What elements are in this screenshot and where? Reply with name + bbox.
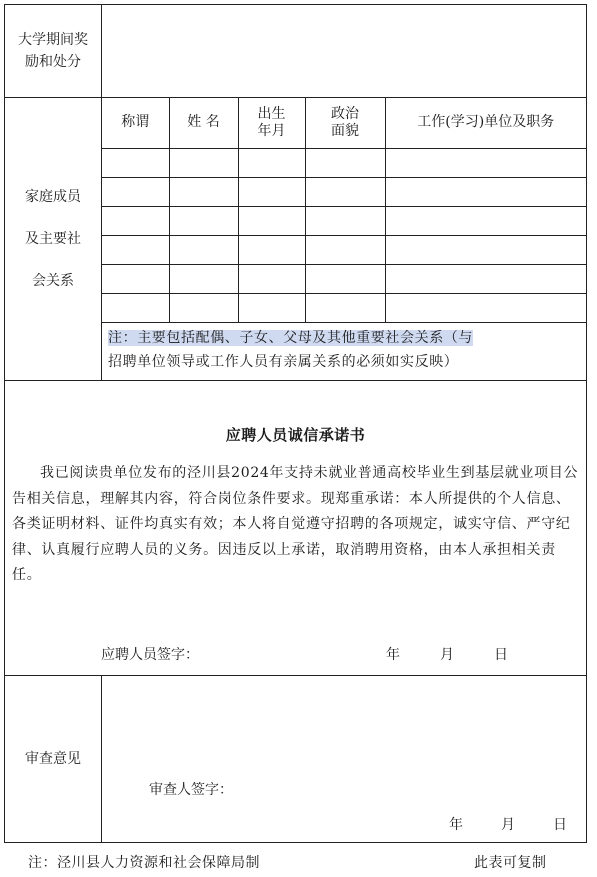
review-date-month: 月 <box>501 817 515 833</box>
footer-note: 注：泾川县人力资源和社会保障局制 <box>28 855 260 871</box>
review-date-year: 年 <box>449 817 463 833</box>
family-area <box>102 98 586 380</box>
family-table-cell[interactable] <box>385 206 586 235</box>
family-table-cell[interactable] <box>102 264 169 293</box>
family-table <box>102 98 586 323</box>
application-form <box>4 4 587 843</box>
family-table-cell[interactable] <box>305 177 385 206</box>
family-label <box>5 98 102 380</box>
review-row <box>5 676 586 842</box>
family-table-cell[interactable] <box>169 235 238 264</box>
column-header-political: 政治 面貌 <box>305 98 385 148</box>
column-header-relation: 称谓 <box>102 98 169 148</box>
family-table-cell[interactable] <box>238 177 305 206</box>
column-header-birth: 出生 年月 <box>238 98 305 148</box>
family-table-cell[interactable] <box>385 293 586 322</box>
column-header-name: 姓 名 <box>169 98 238 148</box>
family-table-cell[interactable] <box>385 148 586 177</box>
family-table-cell[interactable] <box>385 264 586 293</box>
family-table-row <box>102 293 586 322</box>
family-row <box>5 98 586 381</box>
family-table-cell[interactable] <box>305 235 385 264</box>
family-table-cell[interactable] <box>169 293 238 322</box>
family-table-cell[interactable] <box>238 235 305 264</box>
family-table-row <box>102 235 586 264</box>
family-table-cell[interactable] <box>102 235 169 264</box>
review-date <box>449 814 567 834</box>
column-header-work: 工作(学习)单位及职务 <box>385 98 586 148</box>
awards-row <box>5 5 586 98</box>
review-sign-label: 审查人签字： <box>149 782 233 798</box>
family-table-row <box>102 206 586 235</box>
pledge-body: 我已阅读贵单位发布的泾川县2024年支持未就业普通高校毕业生到基层就业项目公告相关信息，理解其内容，符合岗位条件要求。现郑重承诺：本人所提供的个人信息、各类证明材料、证件均真实有效；本人将自觉遵守招聘的各项规定，诚实守信、严守纪律、认真履行应聘人员的义务。因违反以上承诺，取消聘用资格，由本人承担相关责任。 <box>12 465 579 583</box>
family-table-header <box>102 98 586 148</box>
family-table-cell[interactable] <box>238 148 305 177</box>
family-table-cell[interactable] <box>102 148 169 177</box>
family-note-highlighted: 注：主要包括配偶、子女、父母及其他重要社会关系（与 <box>108 330 473 346</box>
family-table-cell[interactable] <box>238 293 305 322</box>
family-table-cell[interactable] <box>102 206 169 235</box>
family-table-row <box>102 177 586 206</box>
pledge-date-day: 日 <box>494 647 508 663</box>
family-table-cell[interactable] <box>169 206 238 235</box>
family-table-cell[interactable] <box>169 148 238 177</box>
family-table-cell[interactable] <box>305 293 385 322</box>
family-table-cell[interactable] <box>169 177 238 206</box>
family-table-cell[interactable] <box>305 206 385 235</box>
family-table-row <box>102 264 586 293</box>
family-table-cell[interactable] <box>238 264 305 293</box>
family-table-cell[interactable] <box>305 264 385 293</box>
family-table-cell[interactable] <box>169 264 238 293</box>
family-table-cell[interactable] <box>102 293 169 322</box>
footer-copy-note: 此表可复制 <box>474 855 547 871</box>
pledge-title: 应聘人员诚信承诺书 <box>225 426 366 444</box>
pledge-date-month: 月 <box>440 647 454 663</box>
review-label: 审查意见 <box>5 676 102 842</box>
family-table-cell[interactable] <box>305 148 385 177</box>
review-date-day: 日 <box>553 817 567 833</box>
family-note <box>102 322 586 374</box>
family-label-line: 家庭成员 <box>25 189 81 205</box>
family-table-row <box>102 148 586 177</box>
family-table-cell[interactable] <box>385 177 586 206</box>
family-table-cell[interactable] <box>238 206 305 235</box>
family-label-line: 及主要社 <box>25 231 81 247</box>
family-note-rest: 招聘单位领导或工作人员有亲属关系的必须如实反映） <box>108 354 459 370</box>
pledge-date-year: 年 <box>386 647 400 663</box>
family-label-line: 会关系 <box>32 273 74 289</box>
pledge-row <box>5 381 586 676</box>
family-table-cell[interactable] <box>385 235 586 264</box>
awards-content[interactable] <box>102 5 586 97</box>
pledge-sign-label: 应聘人员签字： <box>101 647 199 663</box>
family-table-cell[interactable] <box>102 177 169 206</box>
awards-label: 大学期间奖励和处分 <box>5 5 102 97</box>
pledge-date <box>386 644 508 664</box>
